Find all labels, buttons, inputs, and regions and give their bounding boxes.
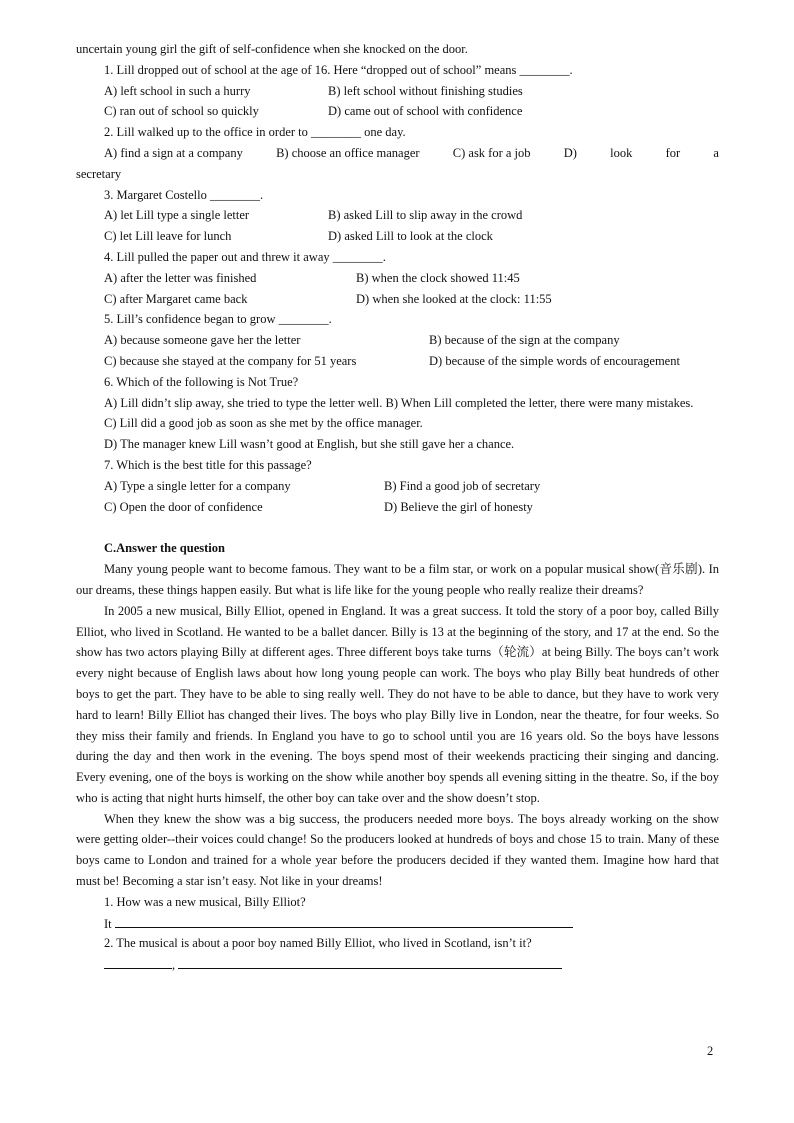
answer-blank[interactable]: [104, 954, 172, 969]
option: C) let Lill leave for lunch: [104, 229, 232, 244]
options-row: [76, 351, 719, 372]
option: D): [563, 145, 577, 160]
answer-separator: ,: [172, 958, 176, 973]
option-word: a: [713, 145, 719, 160]
page-content: [76, 39, 719, 975]
option: D) when she looked at the clock: 11:55: [356, 291, 552, 306]
answer-blank[interactable]: [178, 954, 562, 969]
options-row: [76, 497, 719, 518]
option: C) ask for a job: [452, 145, 531, 160]
options-row: [76, 143, 719, 164]
option: A) left school in such a hurry: [104, 83, 251, 98]
option: D) came out of school with confidence: [328, 104, 523, 119]
passage-paragraph: In 2005 a new musical, Billy Elliot, opened in England. It was a great success. It told the story of a poor boy, called Billy Elliot, who lived in Scotland. He wanted to be a ballet dancer. Billy is 13 at the beginning of the story, and 17 at the end. So the show has two actors playing Billy at different ages. Three different boys take turns（轮流）at being Billy. The boys can’t work every night because of English laws about how long young people can work. The boys who play Billy beat hundreds of other boys to get the part. They have to be able to sing really well. They do not have to be able to dance, but they have to work very hard to learn! Billy Elliot has changed their lives. The boys who play Billy live in London, near the theatre, for four weeks. So they miss their family and friends. In England you have to go to school until you are 16 years old. So the boys have lessons during the day and then work in the evening. The boys spend most of their weekends practicing their singing and dancing. Every evening, one of the boys is working on the show while another boy spends all evening sitting in the theatre. So, if the boy who is acting that night hurts himself, the other boy can take over and the show doesn’t stop.: [76, 603, 719, 805]
option: A) because someone gave her the letter: [104, 333, 301, 348]
options-row: [76, 268, 719, 289]
option: D) because of the simple words of encouragement: [429, 353, 680, 368]
option: D) The manager knew Lill wasn’t good at English, but she still gave her a chance.: [104, 437, 515, 452]
option: C) because she stayed at the company for 51 years: [104, 353, 357, 368]
option: C) Open the door of confidence: [104, 499, 263, 514]
section-heading: C.Answer the question: [104, 541, 225, 556]
page-number: 2: [707, 1044, 714, 1058]
option: A) find a sign at a company: [104, 145, 243, 160]
continuation-line: uncertain young girl the gift of self-confidence when she knocked on the door.: [76, 42, 468, 56]
passage-paragraph: Many young people want to become famous. They want to be a film star, or work on a popular musical show(音乐剧). In our dreams, these things happen easily. But what is life like for the young people who really realize their dreams?: [76, 562, 719, 597]
option: B) asked Lill to slip away in the crowd: [328, 208, 523, 223]
option: B) left school without finishing studies: [328, 83, 523, 98]
options-row: [76, 226, 719, 247]
option-wrap: secretary: [76, 166, 122, 181]
passage-paragraph: When they knew the show was a big success, the producers needed more boys. The boys already working on the show were getting older--their voices could change! So the producers looked at hundreds of boys and chose 15 to train. Many of these boys came to London and trained for a whole year before the producers decided if they wanted them. Imagine how hard that must be! Becoming a star isn’t easy. Not like in your dreams!: [76, 811, 719, 889]
options-row: [76, 289, 719, 310]
question-stem: 6. Which of the following is Not True?: [104, 374, 299, 389]
options-row: [76, 101, 719, 122]
option: B) because of the sign at the company: [429, 333, 620, 348]
option: B) when the clock showed 11:45: [356, 270, 520, 285]
question-stem: 1. How was a new musical, Billy Elliot?: [104, 894, 306, 909]
option: C) Lill did a good job as soon as she met by the office manager.: [104, 416, 423, 431]
question-stem: 3. Margaret Costello ________.: [104, 187, 264, 202]
answer-blank[interactable]: [115, 913, 573, 928]
question-stem: 1. Lill dropped out of school at the age of 16. Here “dropped out of school” means ________.: [104, 62, 573, 77]
options-row: [76, 81, 719, 102]
option: C) ran out of school so quickly: [104, 104, 259, 119]
question-stem: 2. Lill walked up to the office in order to ________ one day.: [104, 125, 406, 140]
option-word: for: [665, 145, 681, 160]
question-stem: 7. Which is the best title for this passage?: [104, 457, 312, 472]
option-word: look: [610, 145, 633, 160]
option: D) Believe the girl of honesty: [384, 499, 533, 514]
option: B) Find a good job of secretary: [384, 478, 541, 493]
answer-prefix: It: [104, 916, 112, 931]
answer-line: [76, 913, 719, 934]
option: C) after Margaret came back: [104, 291, 248, 306]
options-row: [76, 330, 719, 351]
answer-line: [76, 954, 719, 975]
question-stem: 2. The musical is about a poor boy named Billy Elliot, who lived in Scotland, isn’t it?: [104, 936, 532, 951]
question-stem: 4. Lill pulled the paper out and threw it away ________.: [104, 249, 386, 264]
option: B) choose an office manager: [276, 145, 420, 160]
option: D) asked Lill to look at the clock: [328, 229, 493, 244]
options-row: [76, 476, 719, 497]
option: A) after the letter was finished: [104, 270, 257, 285]
options-row: [76, 205, 719, 226]
question-stem: 5. Lill’s confidence began to grow ________.: [104, 312, 332, 327]
option-ab: A) Lill didn’t slip away, she tried to type the letter well. B) When Lill completed the letter, there were many mistakes.: [104, 395, 694, 410]
option: A) Type a single letter for a company: [104, 478, 291, 493]
option: A) let Lill type a single letter: [104, 208, 250, 223]
